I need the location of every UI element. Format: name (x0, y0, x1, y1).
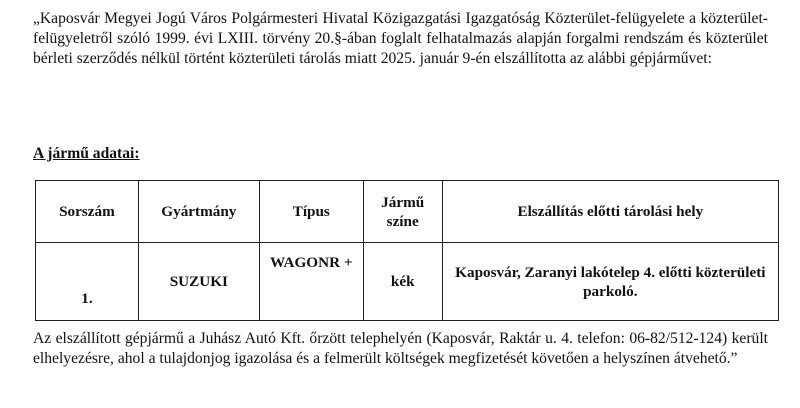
cell-type: WAGONR + (259, 243, 363, 321)
header-color: Jármű színe (363, 181, 442, 243)
cell-number: 1. (36, 243, 139, 321)
vehicle-table (35, 180, 779, 321)
header-location: Elszállítás előtti tárolási hely (442, 181, 778, 243)
outro-paragraph: Az elszállított gépjármű a Juhász Autó Kft. őrzött telephelyén (Kaposvár, Raktár u. 4. telefon: 06-82/512-124) került elhelyezésre, ahol a tulajdonjog igazolása és a felmerült költségek megfizetését követően a helyszínen átvehető.” (33, 330, 768, 367)
table-row (36, 243, 779, 321)
cell-color: kék (363, 243, 442, 321)
header-make: Gyártmány (138, 181, 259, 243)
vehicle-data-heading: A jármű adatai: (33, 145, 140, 162)
table-header-row (36, 181, 779, 243)
header-type: Típus (259, 181, 363, 243)
cell-make: SUZUKI (138, 243, 259, 321)
header-number: Sorszám (36, 181, 139, 243)
cell-location: Kaposvár, Zaranyi lakótelep 4. előtti közterületi parkoló. (442, 243, 778, 321)
intro-paragraph: „Kaposvár Megyei Jogú Város Polgármesteri Hivatal Közigazgatási Igazgatóság Közterület-felügyelete a közterület-felügyeletről szóló 1999. évi LXIII. törvény 20.§-ában foglalt felhatalmazás alapján forgalmi rendszám és közterület bérleti szerződés nélkül történt közterületi tárolás miatt 2025. január 9-én elszállította az alábbi gépjárművet: (33, 10, 768, 67)
